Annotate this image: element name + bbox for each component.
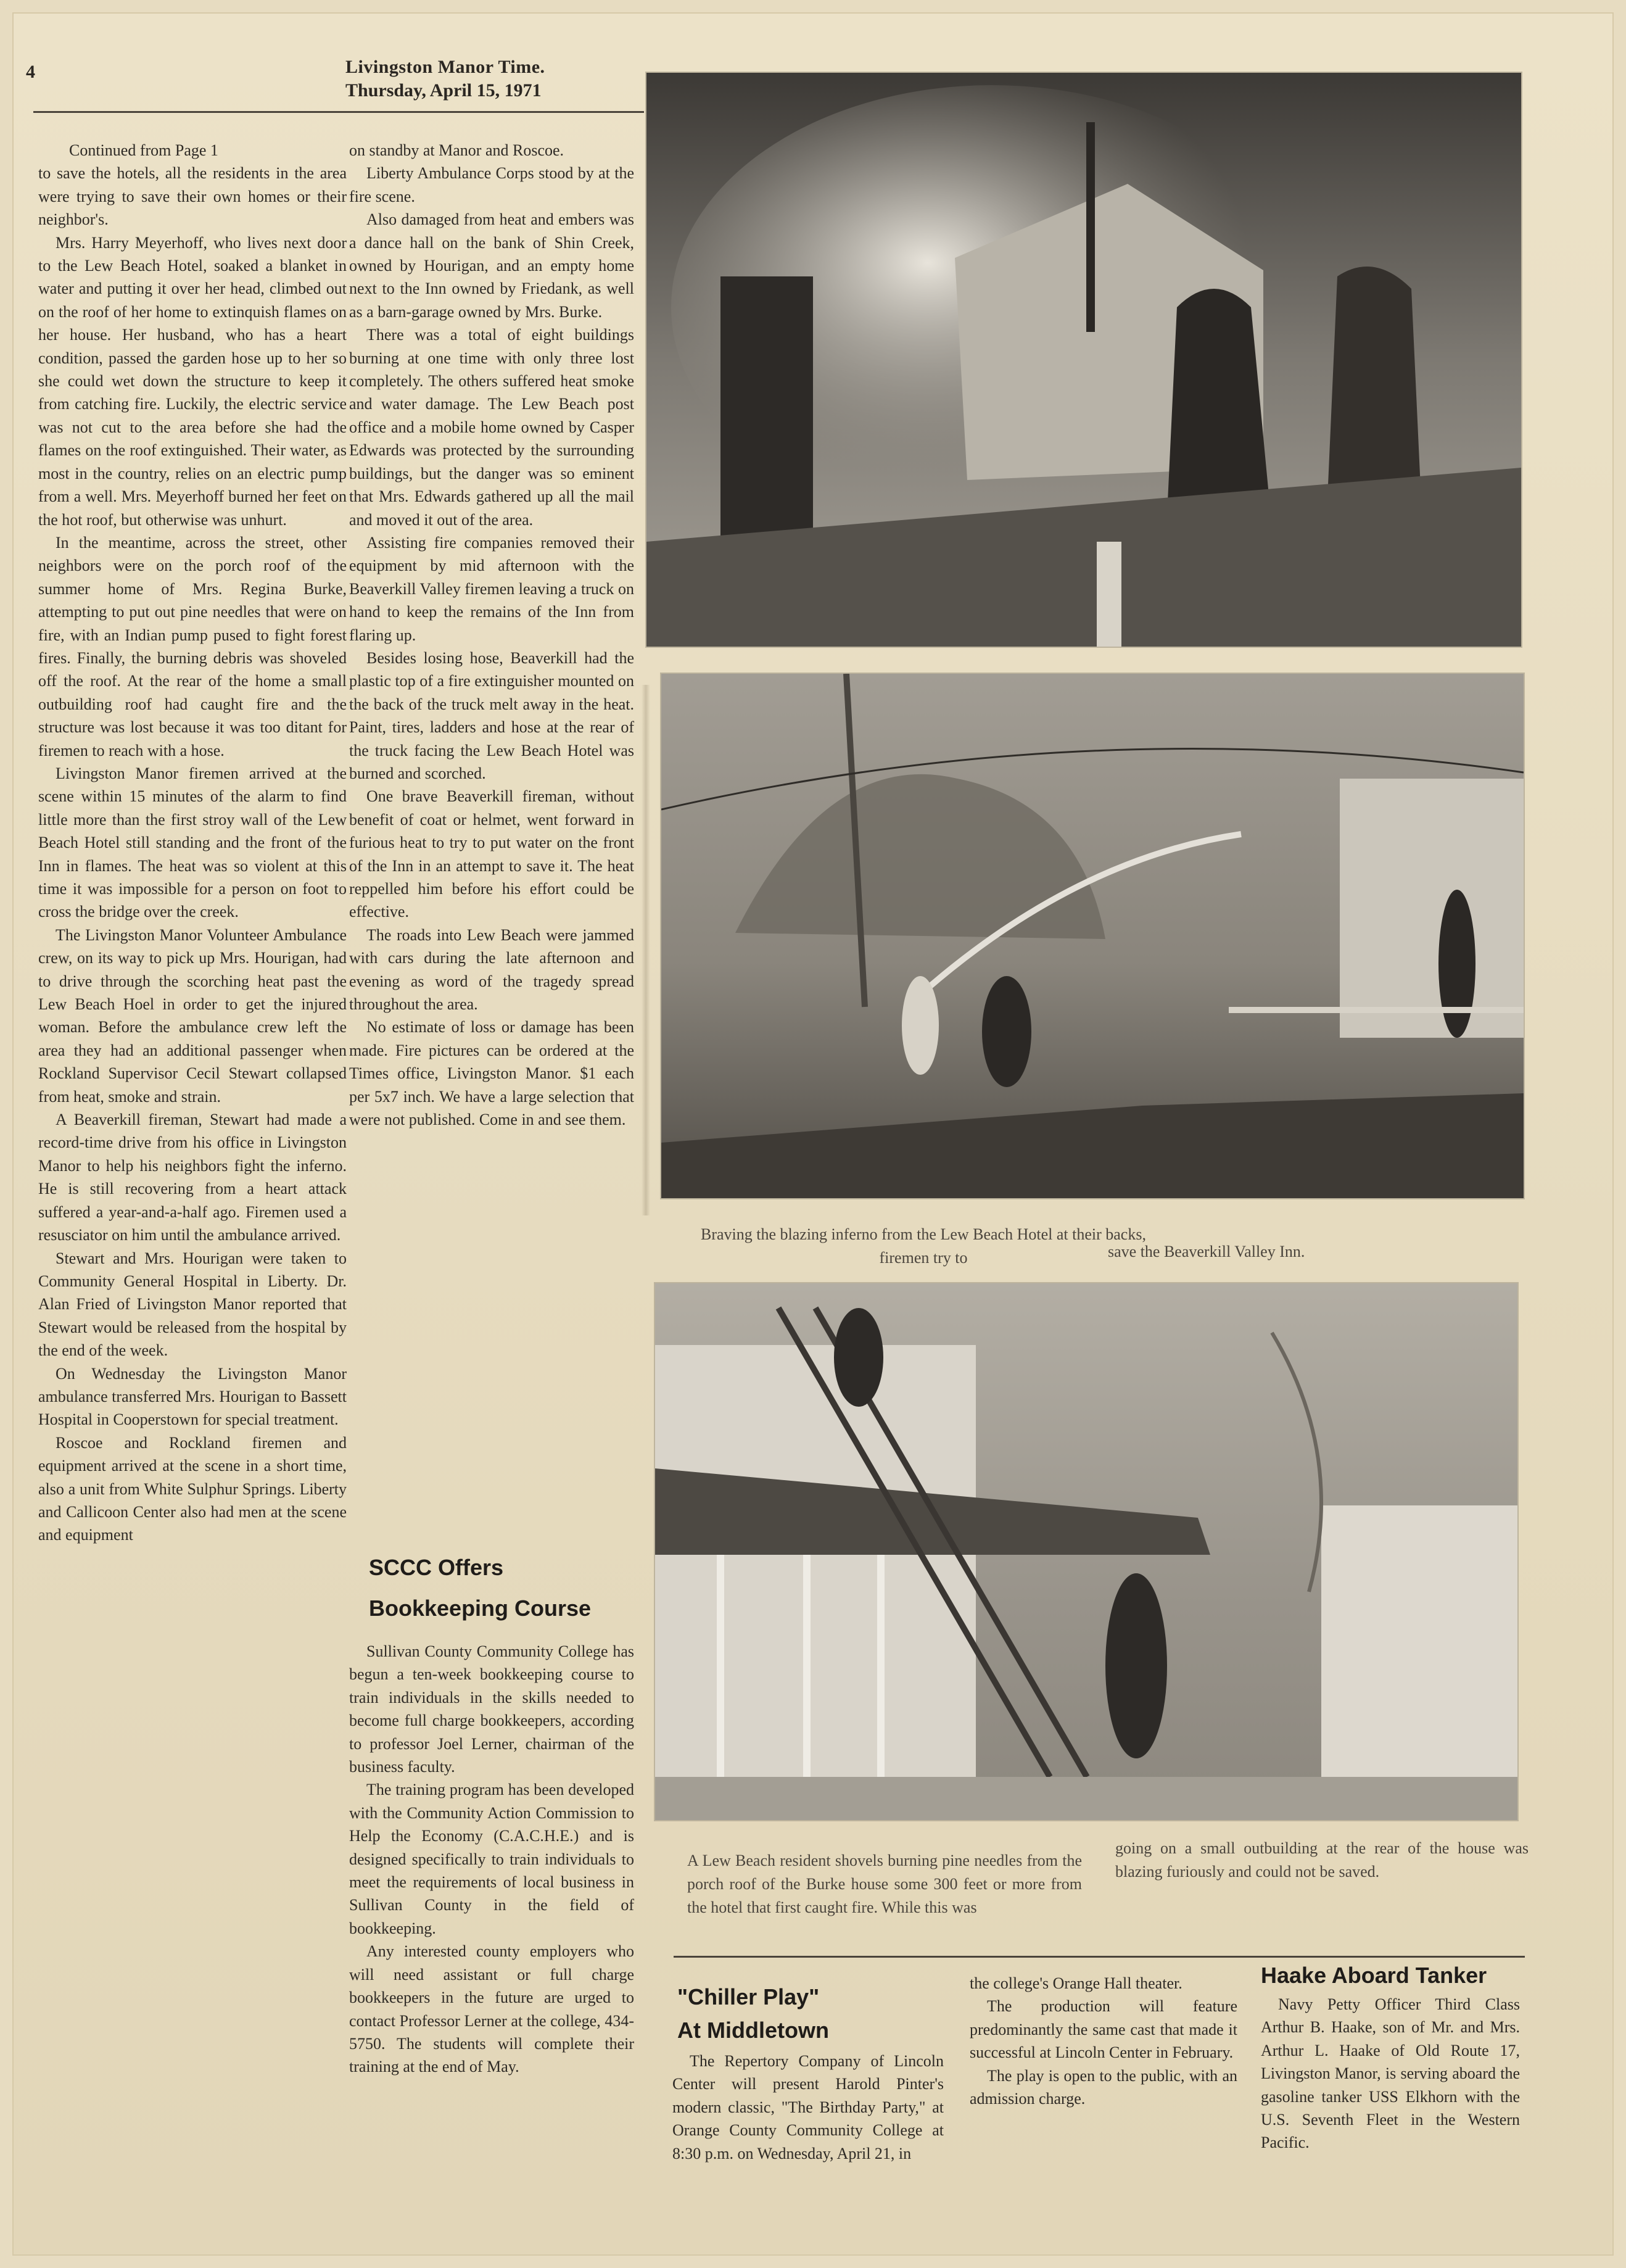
photo-porch-roof [655, 1283, 1517, 1820]
photo-hose-inn [661, 674, 1524, 1198]
sccc-article [349, 1640, 634, 2079]
caption-photo-2b: save the Beaverkill Valley Inn. [1108, 1243, 1305, 1260]
chiller-article-a [672, 2050, 944, 2165]
issue-date: Thursday, April 15, 1971 [345, 80, 542, 101]
photo-hose-inn-image [661, 674, 1524, 1198]
paragraph: On Wednesday the Livingston Manor ambulance transferred Mrs. Hourigan to Bassett Hospital in Cooperstown for special treatment. [38, 1364, 347, 1429]
paragraph: Liberty Ambulance Corps stood by at the fire scene. [349, 164, 634, 205]
photo-fire-firemen [646, 73, 1521, 647]
haake-article [1261, 1993, 1520, 2154]
paragraph: Livingston Manor firemen arrived at the scene within 15 minutes of the alarm to find little more than the first stroy wall of the Lew Beach Hotel still standing and the front of the Inn in flames. The heat was so violent at this time it was impossible for a person on foot to cross the bridge over the creek. [38, 764, 347, 921]
header-rule [33, 111, 644, 113]
article-column-1 [38, 139, 347, 1547]
paragraph: A Beaverkill fireman, Stewart had made a record-time drive from his office in Livingston Manor to help his neighbors fight the inferno. He is still recovering from a heart attack suffered a year-and-a-half ago. Firemen used a resusciator on him until the ambulance arrived. [38, 1111, 347, 1244]
paragraph: The production will feature predominantly the same cast that made it successful at Lincoln Center in February. [970, 1997, 1237, 2062]
paragraph: Any interested county employers who will need assistant or full charge bookkeepers in the future are urged to contact Professor Lerner at the college, 434-5750. The students will complete their training at the end of May. [349, 1942, 634, 2076]
paragraph: There was a total of eight buildings burning at one time with only three lost completely. The others suffered heat smoke and water damage. The Lew Beach post office and a mobile home owned by Casper Edwards was protected by the surrounding buildings, but the danger was so eminent that Mrs. Edwards gathered up all the mail and moved it out of the area. [349, 326, 634, 529]
photo-fire-firemen-image [646, 73, 1521, 647]
caption-photo-2a: Braving the blazing inferno from the Lew Beach Hotel at their backs, firemen try to [701, 1225, 1146, 1267]
chiller-article-b [970, 1972, 1237, 2110]
paragraph: the college's Orange Hall theater. [970, 1974, 1182, 1992]
paragraph: on standby at Manor and Roscoe. [349, 141, 564, 159]
paragraph: Roscoe and Rockland firemen and equipment arrived at the scene in a short time, also a unit from White Sulphur Springs. Liberty and Callicoon Center also had men at the scene and equipment [38, 1433, 347, 1544]
haake-headline: Haake Aboard Tanker [1261, 1963, 1487, 1988]
bottom-section-rule [674, 1956, 1525, 1958]
paragraph: The play is open to the public, with an admission charge. [970, 2066, 1237, 2108]
newspaper-title: Livingston Manor Time. [345, 57, 545, 77]
article-column-2 [349, 139, 634, 1131]
headline-line: Bookkeeping Course [369, 1595, 592, 1621]
page-fold [642, 685, 650, 1215]
paragraph: No estimate of loss or damage has been made. Fire pictures can be ordered at the Times office, Livingston Manor. $1 each per 5x7 inch. We have a large selection that were not published. Come in and see them. [349, 1018, 634, 1129]
paragraph: The Livingston Manor Volunteer Ambulance crew, on its way to pick up Mrs. Hourigan, had to drive through the scorching heat past the Lew Beach Hoel in order to get the injured woman. Before the ambulance crew left the area they had an additional passenger when Rockland Supervisor Cecil Stewart collapsed from heat, smoke and strain. [38, 925, 347, 1106]
paragraph: The Repertory Company of Lincoln Center will present Harold Pinter's modern classic, "The Birthday Party," at Orange County Community College at 8:30 p.m. on Wednesday, April 21, in [672, 2052, 944, 2162]
sccc-headline [369, 1547, 591, 1629]
chiller-headline [677, 1980, 829, 2047]
paragraph: Also damaged from heat and embers was a dance hall on the bank of Shin Creek, owned by Hourigan, and an empty home next to the Inn owned by Friedank, as well as a barn-garage owned by Mrs. Burke. [349, 210, 634, 321]
headline-line: "Chiller Play" [677, 1984, 820, 2009]
headline-line: At Middletown [677, 2018, 829, 2043]
continued-kicker: Continued from Page 1 [69, 141, 218, 159]
paragraph: Sullivan County Community College has begun a ten-week bookkeeping course to train individuals in the skills needed to become full charge bookkeepers, according to professor Joel Lerner, chairman of the business faculty. [349, 1642, 634, 1776]
paragraph: Stewart and Mrs. Hourigan were taken to Community General Hospital in Liberty. Dr. Alan Fried of Livingston Manor reported that Stewart would be released from the hospital by the end of the week. [38, 1249, 347, 1360]
caption-photo-3a: A Lew Beach resident shovels burning pine needles from the porch roof of the Burke house some 300 feet or more from the hotel that first caught fire. While this was [687, 1852, 1082, 1916]
headline-line: SCCC Offers [369, 1555, 504, 1580]
paragraph: The roads into Lew Beach were jammed with cars during the late afternoon and evening as word of the tragedy spread throughout the area. [349, 925, 634, 1014]
caption-photo-3b: going on a small outbuilding at the rear of the house was blazing furiously and could not be saved. [1115, 1839, 1529, 1881]
paragraph: One brave Beaverkill fireman, without benefit of coat or helmet, went forward in furious heat to try to put water on the front of the Inn in an attempt to save it. The heat reppelled him before his effort could be effective. [349, 787, 634, 921]
photo-porch-roof-image [655, 1283, 1517, 1820]
page-number: 4 [26, 62, 35, 82]
paragraph: Assisting fire companies removed their equipment by mid afternoon with the Beaverkill Valley firemen leaving a truck on hand to keep the remains of the Inn from flaring up. [349, 533, 634, 644]
paragraph: Besides losing hose, Beaverkill had the plastic top of a fire extinguisher mounted on the back of the truck melt away in the heat. Paint, tires, ladders and hose at the rear of the truck facing the Lew Beach Hotel was burned and scorched. [349, 648, 634, 782]
paragraph: The training program has been developed with the Community Action Commission to Help the Economy (C.A.C.H.E.) and is designed specifically to train individuals to meet the requirements of local business in Sullivan County in the field of bookkeeping. [349, 1781, 634, 1937]
paragraph: to save the hotels, all the residents in the area were trying to save their own homes or their neighbor's. [38, 164, 347, 229]
paragraph: In the meantime, across the street, other neighbors were on the porch roof of the summer home of Mrs. Regina Burke, attempting to put out pine needles that were on fire, with an Indian pump pused to fight forest fires. Finally, the burning debris was shoveled off the roof. At the rear of the home a small outbuilding roof had caught fire and the structure was lost because it was too ditant for firemen to reach with a hose. [38, 533, 347, 759]
paragraph: Navy Petty Officer Third Class Arthur B. Haake, son of Mr. and Mrs. Arthur L. Haake of Old Route 17, Livingston Manor, is serving aboard the gasoline tanker USS Elkhorn with the U.S. Seventh Fleet in the Western Pacific. [1261, 1995, 1520, 2152]
paragraph: Mrs. Harry Meyerhoff, who lives next door to the Lew Beach Hotel, soaked a blanket in water and putting it over her head, climbed out on the roof of her home to extinquish flames on her house. Her husband, who has a heart condition, passed the garden hose up to her so she could wet down the structure to keep it from catching fire. Luckily, the electric service was not cut to the area before she had the flames on the roof extinguished. Their water, as most in the country, relies on an electric pump from a well. Mrs. Meyerhoff burned her feet on the hot roof, but otherwise was unhurt. [38, 233, 347, 529]
